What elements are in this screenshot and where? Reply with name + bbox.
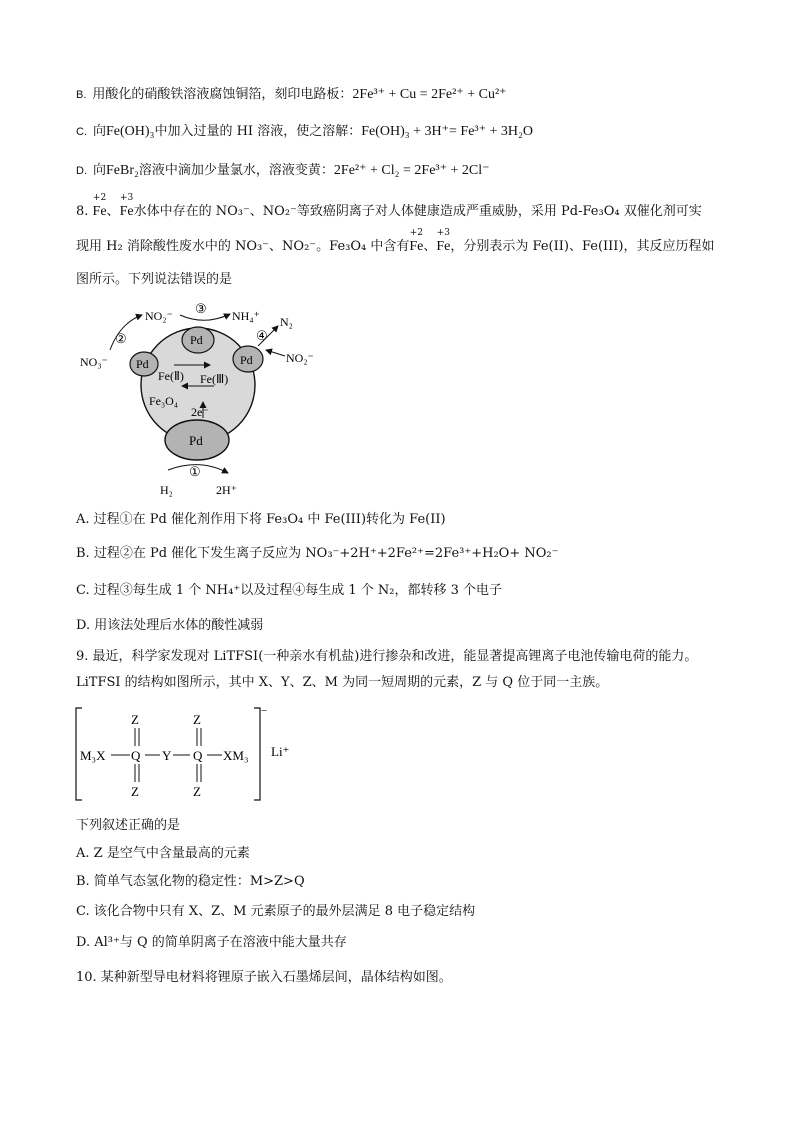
fe-iii-symbol: +3 Fe <box>119 193 134 219</box>
equation: Fe(OH)₃ + 3H⁺= Fe³⁺ + 3H₂O <box>361 124 534 139</box>
option-text: 中加入过量的 HI 溶液，使之溶解： <box>154 124 362 139</box>
m3x-group: M₃X <box>80 748 106 763</box>
option-c-q7 <box>76 123 533 141</box>
xm3-group: XM₃ <box>223 748 249 763</box>
z-atom: Z <box>193 784 201 799</box>
fe-ii-symbol: +2 Fe <box>409 228 424 254</box>
equation: 2Fe²⁺ + Cl₂ = 2Fe³⁺ + 2Cl⁻ <box>333 163 490 178</box>
q8-option-d: D. 用该法处理后水体的酸性减弱 <box>76 618 264 633</box>
nh4-label: NH₄⁺ <box>232 309 260 323</box>
q8-option-b: B. 过程②在 Pd 催化下发生离子反应为 NO₃⁻+2H⁺+2Fe²⁺=2Fe³⁺+H₂O+ NO₂⁻ <box>76 546 559 561</box>
no2-right-label: NO₂⁻ <box>286 351 314 365</box>
pd-label: Pd <box>190 333 203 347</box>
q9-line-1: 9. 最近，科学家发现对 LiTFSI(一种亲水有机盐)进行掺杂和改进，能显著提高锂离子电池传输电荷的能力。 <box>76 649 698 664</box>
step-3-marker: ③ <box>195 301 207 316</box>
q8-text-1: 水体中存在的 NO₃⁻、NO₂⁻等致癌阴离子对人体健康造成严重威胁，采用 Pd-Fe₃O₄ 双催化剂可实 <box>133 204 702 219</box>
no2-top-label: NO₂⁻ <box>145 309 173 323</box>
pd-label: Pd <box>189 433 203 448</box>
option-letter: D. <box>76 165 87 177</box>
h2-label: H₂ <box>160 483 173 497</box>
q-atom-right: Q <box>193 748 203 763</box>
arrow-no2-in <box>266 350 285 356</box>
n2-label: N₂ <box>280 315 293 329</box>
y-atom: Y <box>162 748 172 763</box>
z-atom: Z <box>131 712 139 727</box>
fe-iii-label: Fe(Ⅲ) <box>200 372 229 386</box>
no3-label: NO₃⁻ <box>80 355 108 369</box>
fe3o4-label: Fe₃O₄ <box>149 394 179 408</box>
q9-line-2: LiTFSI 的结构如图所示，其中 X、Y、Z、M 为同一短周期的元素，Z 与 Q 位于同一主族。 <box>76 675 609 690</box>
q9-prompt: 下列叙述正确的是 <box>76 818 181 833</box>
q9-option-b: B. 简单气态氢化物的稳定性：M>Z>Q <box>76 874 305 889</box>
reaction-mechanism-diagram <box>70 298 330 503</box>
electron-label: 2e⁻ <box>191 405 209 419</box>
pd-label: Pd <box>136 357 149 371</box>
option-text: 溶液中滴加少量氯水，溶液变黄： <box>138 163 334 178</box>
q8-line-2: 现用 H₂ 消除酸性废水中的 NO₃⁻、NO₂⁻。Fe₃O₄ 中含有 +2 Fe、 +3 Fe，分别表示为 Fe(II)、Fe(III)，其反应历程如 <box>76 228 715 254</box>
q8-text-2a: 现用 H₂ 消除酸性废水中的 NO₃⁻、NO₂⁻。Fe₃O₄ 中含有 <box>76 239 410 254</box>
formula: FeBr₂ <box>106 163 139 178</box>
option-letter: B. <box>76 89 87 101</box>
z-atom: Z <box>193 712 201 727</box>
formula: Fe(OH)₃ <box>106 124 155 139</box>
charge-label: − <box>261 705 268 717</box>
q8-line-1 <box>76 193 702 221</box>
right-bracket <box>254 708 260 800</box>
option-letter: C. <box>76 126 87 138</box>
q9-option-a: A. Z 是空气中含量最高的元素 <box>76 846 250 861</box>
step-1-marker: ① <box>189 464 201 479</box>
fe-iii-symbol: +3 Fe <box>436 228 451 254</box>
step-2-marker: ② <box>115 331 127 346</box>
q8-text-2b: ，分别表示为 Fe(II)、Fe(III)，其反应历程如 <box>450 239 715 254</box>
option-pre: 向 <box>93 163 107 178</box>
z-atom: Z <box>131 784 139 799</box>
option-d-q7 <box>76 162 490 180</box>
q9-option-c: C. 该化合物中只有 X、Z、M 元素原子的最外层满足 8 电子稳定结构 <box>76 904 476 919</box>
fe-ii-symbol: +2 Fe <box>92 193 107 219</box>
option-text: 用酸化的硝酸铁溶液腐蚀铜箔，刻印电路板： <box>92 87 353 102</box>
q10-line-1: 10. 某种新型导电材料将锂原子嵌入石墨烯层间，晶体结构如图。 <box>76 970 452 985</box>
q8-line-3 <box>76 271 232 289</box>
q8-text-3: 图所示。下列说法错误的是 <box>76 272 233 287</box>
step-4-marker: ④ <box>256 328 268 343</box>
option-pre: 向 <box>93 124 107 139</box>
option-b-q7 <box>76 86 507 104</box>
separator: 、 <box>106 204 120 219</box>
litfsi-structure <box>72 704 312 804</box>
h-plus-label: 2H⁺ <box>216 483 237 497</box>
q8-option-c: C. 过程③每生成 1 个 NH₄⁺以及过程④每生成 1 个 N₂，都转移 3 个电子 <box>76 583 502 598</box>
question-number: 8. <box>76 204 89 219</box>
pd-label: Pd <box>240 353 253 367</box>
equation: 2Fe³⁺ + Cu = 2Fe²⁺ + Cu²⁺ <box>352 87 507 102</box>
fe-ii-label: Fe(Ⅱ) <box>158 369 184 383</box>
q8-option-a: A. 过程①在 Pd 催化剂作用下将 Fe₃O₄ 中 Fe(III)转化为 Fe(II) <box>76 512 446 527</box>
q9-option-d: D. Al³⁺与 Q 的简单阴离子在溶液中能大量共存 <box>76 935 347 950</box>
q-atom-left: Q <box>131 748 141 763</box>
li-ion-label: Li⁺ <box>271 744 290 759</box>
